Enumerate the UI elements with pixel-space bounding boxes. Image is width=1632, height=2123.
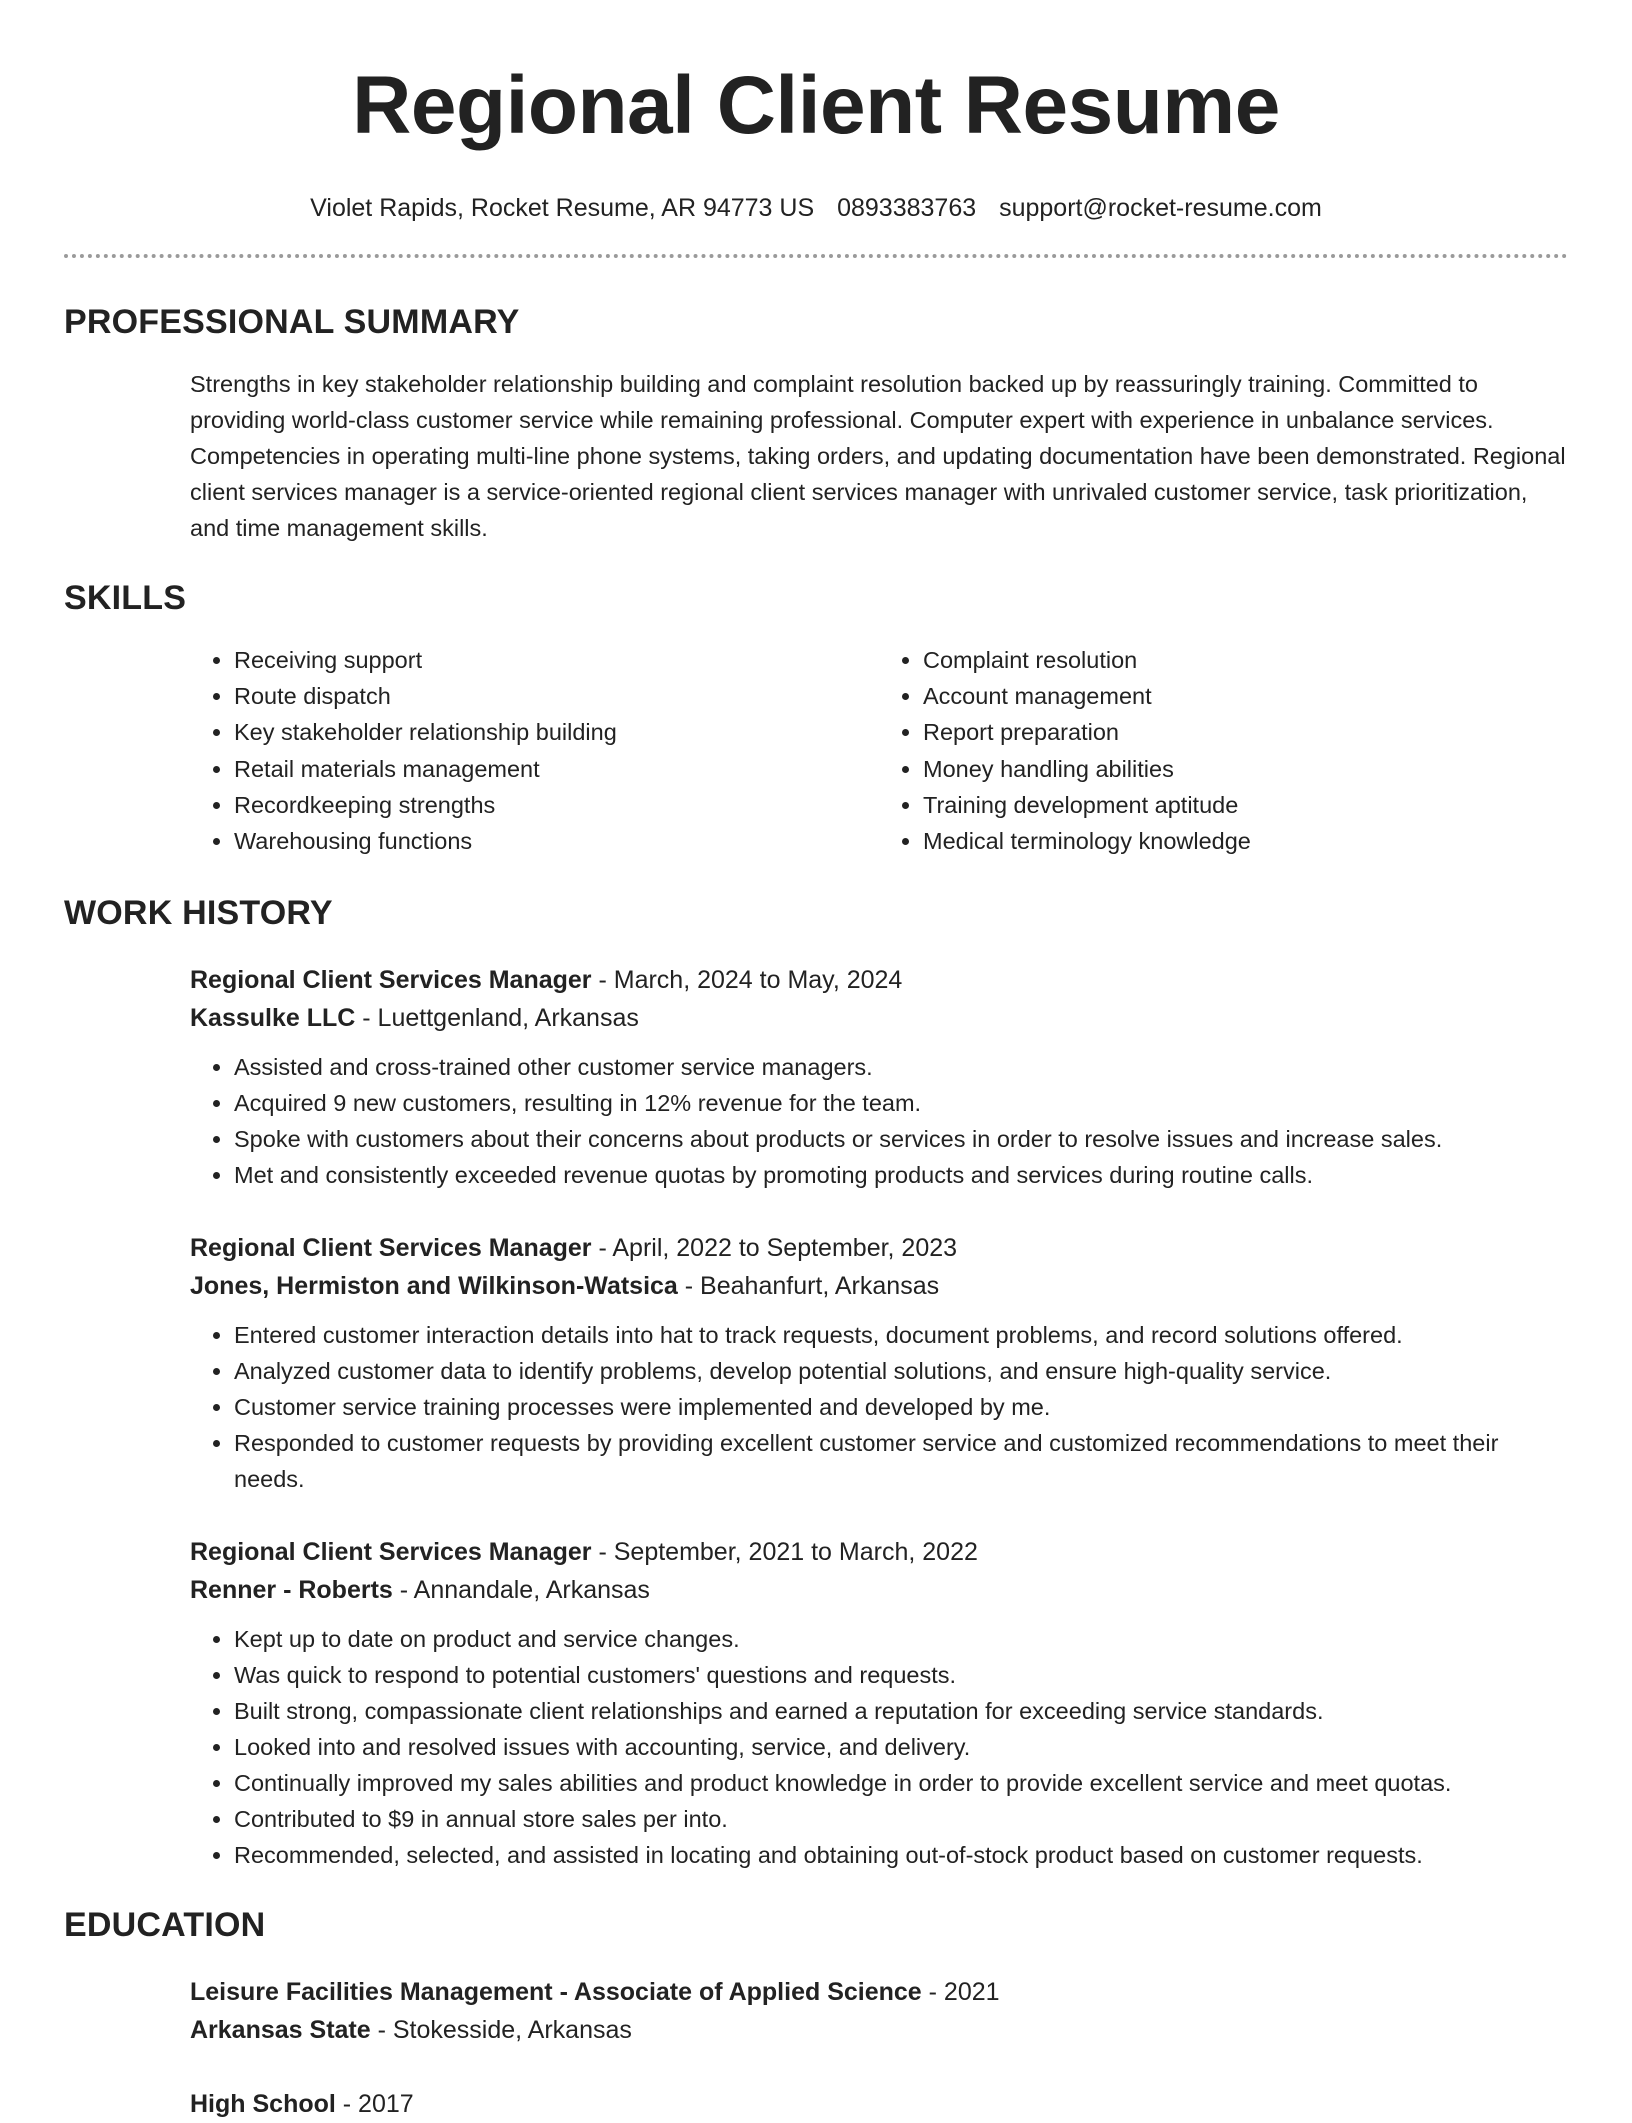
contact-address: Violet Rapids, Rocket Resume, AR 94773 US [310, 194, 815, 222]
job-role-line [190, 1533, 1568, 1571]
job-company: Renner - Roberts [190, 1576, 393, 1605]
job-dates: - March, 2024 to May, 2024 [591, 966, 903, 995]
summary-text: Strengths in key stakeholder relationship building and complaint resolution backed up by reassuringly training. Committed to providing world-class customer service while remaining professional. Computer expert with experience in unbalance services. Competencies in operating multi-line phone systems, taking orders, and updating documentation have been demonstrated. Regional client services manager is a service-oriented regional client services manager with unrivaled customer service, task prioritization, and time management skills. [190, 371, 1566, 541]
duty-item: • Customer service training processes were implemented and developed by me. [234, 1389, 1568, 1425]
duty-item: • Acquired 9 new customers, resulting in 12% revenue for the team. [234, 1085, 1568, 1121]
education-entry [190, 2085, 1568, 2123]
skills-list-left [190, 642, 879, 859]
job-company-line [190, 1267, 1568, 1305]
education-year: - 2017 [335, 2090, 414, 2119]
duty-item: • Recommended, selected, and assisted in locating and obtaining out-of-stock product based on customer requests. [234, 1837, 1568, 1873]
job-duties [190, 1049, 1568, 1193]
skill-item: • Medical terminology knowledge [923, 823, 1568, 859]
duty-item: • Analyzed customer data to identify problems, develop potential solutions, and ensure high-quality service. [234, 1353, 1568, 1389]
duty-item: • Was quick to respond to potential customers' questions and requests. [234, 1657, 1568, 1693]
education-school: Arkansas State [190, 2016, 371, 2045]
job-role: Regional Client Services Manager [190, 1234, 592, 1263]
contact-phone: 0893383763 [837, 194, 977, 222]
skill-item: • Key stakeholder relationship building [234, 714, 879, 750]
duty-item: • Assisted and cross-trained other customer service managers. [234, 1049, 1568, 1085]
education-location: - Stokesside, Arkansas [370, 2016, 632, 2045]
job-entry [190, 1533, 1568, 1873]
education-entry [190, 1973, 1568, 2049]
duty-item: • Looked into and resolved issues with accounting, service, and delivery. [234, 1729, 1568, 1765]
contact-email[interactable]: support@rocket-resume.com [999, 194, 1322, 222]
job-location: - Annandale, Arkansas [392, 1576, 650, 1605]
job-company-line [190, 999, 1568, 1037]
work-history-heading: WORK HISTORY [64, 894, 333, 933]
skill-item: • Retail materials management [234, 751, 879, 787]
education-degree-line [190, 1973, 1568, 2011]
job-entry [190, 1229, 1568, 1497]
duty-item: • Met and consistently exceeded revenue quotas by promoting products and services during routine calls. [234, 1157, 1568, 1193]
skills-heading: SKILLS [64, 579, 187, 617]
duty-item: • Responded to customer requests by providing excellent customer service and customized recommendations to meet their needs. [234, 1425, 1568, 1497]
skills-list-right [879, 642, 1568, 859]
education-heading: EDUCATION [64, 1906, 266, 1945]
duty-item: • Continually improved my sales abilities and product knowledge in order to provide excellent service and meet quotas. [234, 1765, 1568, 1801]
contact-line [64, 192, 1568, 224]
skill-item: • Account management [923, 678, 1568, 714]
summary-heading: PROFESSIONAL SUMMARY [64, 303, 520, 341]
job-role: Regional Client Services Manager [190, 966, 592, 995]
header-divider [64, 254, 1568, 258]
job-location: - Beahanfurt, Arkansas [677, 1272, 940, 1301]
education-degree: Leisure Facilities Management - Associate of Applied Science [190, 1978, 922, 2007]
job-location: - Luettgenland, Arkansas [355, 1004, 639, 1033]
skill-item: • Complaint resolution [923, 642, 1568, 678]
job-dates: - April, 2022 to September, 2023 [591, 1234, 958, 1263]
job-entry [190, 961, 1568, 1193]
job-company-line [190, 1571, 1568, 1609]
skill-item: • Receiving support [234, 642, 879, 678]
skill-item: • Warehousing functions [234, 823, 879, 859]
job-company: Kassulke LLC [190, 1004, 356, 1033]
education-school-line [190, 2011, 1568, 2049]
skill-item: • Report preparation [923, 714, 1568, 750]
education-year: - 2021 [921, 1978, 1000, 2007]
skill-item: • Money handling abilities [923, 751, 1568, 787]
job-role-line [190, 1229, 1568, 1267]
job-duties [190, 1621, 1568, 1873]
duty-item: • Kept up to date on product and service changes. [234, 1621, 1568, 1657]
education-degree-line [190, 2085, 1568, 2123]
job-role-line [190, 961, 1568, 999]
skill-item: • Route dispatch [234, 678, 879, 714]
duty-item: • Contributed to $9 in annual store sales per into. [234, 1801, 1568, 1837]
duty-item: • Built strong, compassionate client relationships and earned a reputation for exceeding service standards. [234, 1693, 1568, 1729]
job-duties [190, 1317, 1568, 1497]
job-company: Jones, Hermiston and Wilkinson-Watsica [190, 1272, 678, 1301]
job-role: Regional Client Services Manager [190, 1538, 592, 1567]
education-degree: High School [190, 2090, 336, 2119]
duty-item: • Entered customer interaction details into hat to track requests, document problems, and record solutions offered. [234, 1317, 1568, 1353]
resume-title: Regional Client Resume [352, 60, 1280, 151]
skills-grid [190, 642, 1568, 859]
skill-item: • Training development aptitude [923, 787, 1568, 823]
job-dates: - September, 2021 to March, 2022 [591, 1538, 978, 1567]
skill-item: • Recordkeeping strengths [234, 787, 879, 823]
duty-item: • Spoke with customers about their concerns about products or services in order to resolve issues and increase sales. [234, 1121, 1568, 1157]
